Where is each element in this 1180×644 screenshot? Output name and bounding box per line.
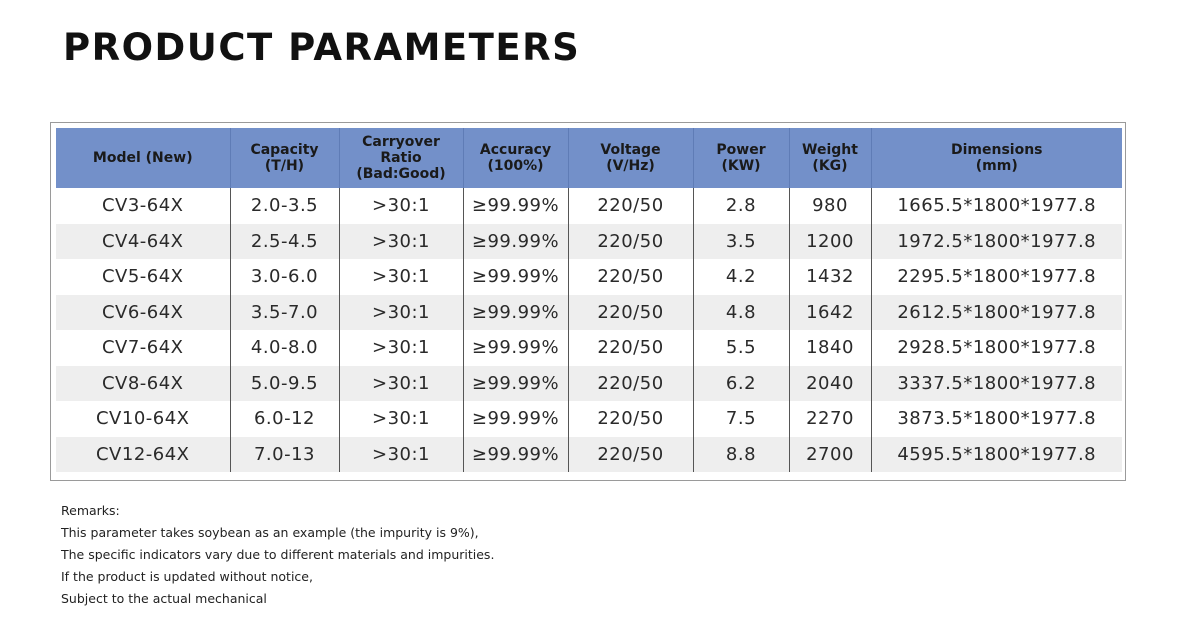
cell-accuracy: ≥99.99% <box>463 259 568 295</box>
cell-model: CV6-64X <box>56 295 230 331</box>
header-capacity: Capacity (T/H) <box>230 128 339 188</box>
table-row <box>56 330 1122 366</box>
cell-voltage: 220/50 <box>568 295 693 331</box>
cell-carryover: >30:1 <box>339 295 463 331</box>
cell-power: 5.5 <box>693 330 789 366</box>
remarks-section <box>61 500 494 610</box>
cell-carryover: >30:1 <box>339 224 463 260</box>
remarks-line: If the product is updated without notice, <box>61 569 313 584</box>
cell-model: CV3-64X <box>56 188 230 224</box>
cell-accuracy: ≥99.99% <box>463 401 568 437</box>
cell-accuracy: ≥99.99% <box>463 295 568 331</box>
cell-carryover: >30:1 <box>339 330 463 366</box>
cell-weight: 2270 <box>789 401 871 437</box>
table-row <box>56 437 1122 473</box>
cell-dimensions: 4595.5*1800*1977.8 <box>871 437 1122 473</box>
cell-power: 6.2 <box>693 366 789 402</box>
cell-model: CV8-64X <box>56 366 230 402</box>
cell-dimensions: 2295.5*1800*1977.8 <box>871 259 1122 295</box>
cell-carryover: >30:1 <box>339 437 463 473</box>
cell-accuracy: ≥99.99% <box>463 330 568 366</box>
remarks-line: Subject to the actual mechanical <box>61 591 267 606</box>
header-accuracy: Accuracy (100%) <box>463 128 568 188</box>
cell-power: 4.2 <box>693 259 789 295</box>
table-row <box>56 259 1122 295</box>
cell-dimensions: 1665.5*1800*1977.8 <box>871 188 1122 224</box>
cell-capacity: 2.5-4.5 <box>230 224 339 260</box>
cell-capacity: 7.0-13 <box>230 437 339 473</box>
cell-voltage: 220/50 <box>568 366 693 402</box>
table-row <box>56 224 1122 260</box>
cell-model: CV7-64X <box>56 330 230 366</box>
cell-dimensions: 2612.5*1800*1977.8 <box>871 295 1122 331</box>
remarks-line: This parameter takes soybean as an example (the impurity is 9%), <box>61 525 479 540</box>
table-row <box>56 295 1122 331</box>
cell-carryover: >30:1 <box>339 259 463 295</box>
cell-weight: 1840 <box>789 330 871 366</box>
cell-voltage: 220/50 <box>568 188 693 224</box>
cell-power: 8.8 <box>693 437 789 473</box>
table-row <box>56 188 1122 224</box>
cell-weight: 1200 <box>789 224 871 260</box>
cell-dimensions: 3337.5*1800*1977.8 <box>871 366 1122 402</box>
cell-model: CV12-64X <box>56 437 230 473</box>
cell-weight: 980 <box>789 188 871 224</box>
cell-model: CV10-64X <box>56 401 230 437</box>
cell-voltage: 220/50 <box>568 330 693 366</box>
header-voltage: Voltage (V/Hz) <box>568 128 693 188</box>
header-carryover-ratio: Carryover Ratio (Bad:Good) <box>339 128 463 188</box>
cell-power: 7.5 <box>693 401 789 437</box>
parameters-table <box>56 128 1122 472</box>
cell-capacity: 3.0-6.0 <box>230 259 339 295</box>
cell-carryover: >30:1 <box>339 366 463 402</box>
cell-carryover: >30:1 <box>339 401 463 437</box>
header-weight: Weight (KG) <box>789 128 871 188</box>
cell-model: CV5-64X <box>56 259 230 295</box>
cell-voltage: 220/50 <box>568 437 693 473</box>
cell-weight: 2700 <box>789 437 871 473</box>
cell-power: 4.8 <box>693 295 789 331</box>
cell-capacity: 5.0-9.5 <box>230 366 339 402</box>
cell-capacity: 6.0-12 <box>230 401 339 437</box>
cell-capacity: 3.5-7.0 <box>230 295 339 331</box>
table-row <box>56 366 1122 402</box>
cell-weight: 1642 <box>789 295 871 331</box>
cell-voltage: 220/50 <box>568 259 693 295</box>
cell-power: 2.8 <box>693 188 789 224</box>
page-title: PRODUCT PARAMETERS <box>63 26 581 69</box>
cell-accuracy: ≥99.99% <box>463 224 568 260</box>
cell-dimensions: 2928.5*1800*1977.8 <box>871 330 1122 366</box>
cell-voltage: 220/50 <box>568 401 693 437</box>
table-row <box>56 401 1122 437</box>
cell-dimensions: 3873.5*1800*1977.8 <box>871 401 1122 437</box>
cell-weight: 1432 <box>789 259 871 295</box>
parameters-table-frame <box>50 122 1126 481</box>
cell-accuracy: ≥99.99% <box>463 188 568 224</box>
cell-capacity: 4.0-8.0 <box>230 330 339 366</box>
cell-capacity: 2.0-3.5 <box>230 188 339 224</box>
cell-voltage: 220/50 <box>568 224 693 260</box>
header-dimensions: Dimensions (mm) <box>871 128 1122 188</box>
cell-accuracy: ≥99.99% <box>463 437 568 473</box>
cell-model: CV4-64X <box>56 224 230 260</box>
remarks-line: The specific indicators vary due to different materials and impurities. <box>61 547 495 562</box>
cell-carryover: >30:1 <box>339 188 463 224</box>
header-power: Power (KW) <box>693 128 789 188</box>
cell-power: 3.5 <box>693 224 789 260</box>
header-model: Model (New) <box>56 128 230 188</box>
cell-weight: 2040 <box>789 366 871 402</box>
remarks-heading: Remarks: <box>61 503 120 518</box>
cell-dimensions: 1972.5*1800*1977.8 <box>871 224 1122 260</box>
table-header-row <box>56 128 1122 188</box>
cell-accuracy: ≥99.99% <box>463 366 568 402</box>
